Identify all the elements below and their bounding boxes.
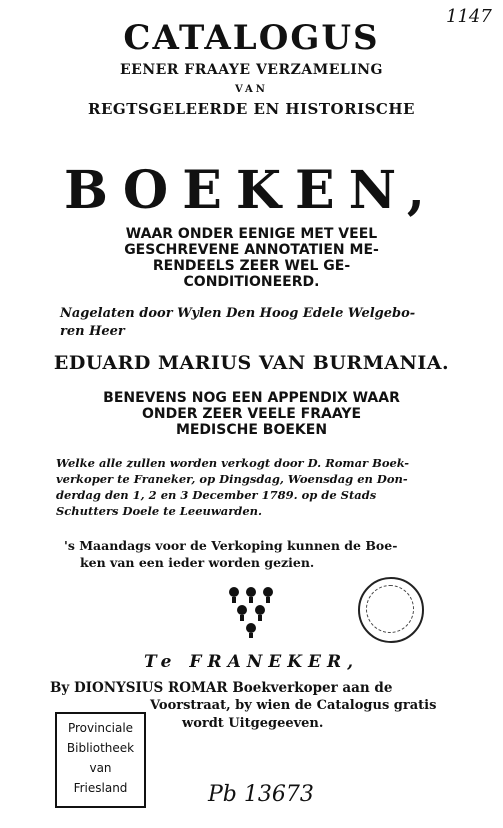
printer-line: By DIONYSIUS ROMAR Boekverkoper aan de <box>50 680 393 696</box>
place-of-publication: Te FRANEKER, <box>143 652 360 672</box>
catalog-title: CATALOGUS <box>123 18 380 58</box>
sale-line: Welke alle zullen worden verkogt door D. Romar Boek- <box>56 456 410 470</box>
appendix-line: BENEVENS NOG EEN APPENDIX WAAR <box>103 390 400 406</box>
description-line: WAAR ONDER EENIGE MET VEEL <box>125 226 378 242</box>
library-label-line: Provinciale <box>67 721 134 735</box>
main-heading: BOEKEN, <box>64 160 439 221</box>
library-label <box>55 712 146 808</box>
library-stamp-inner-ring <box>366 585 414 633</box>
owner-line: Nagelaten door Wylen Den Hoog Edele Welgebo- <box>60 306 416 321</box>
description-line: RENDEELS ZEER WEL GE- <box>152 258 351 274</box>
printers-ornament-icon <box>226 584 276 638</box>
owner-name: EDUARD MARIUS VAN BURMANIA. <box>53 352 450 374</box>
sale-line: derdag den 1, 2 en 3 December 1789. op de Stads <box>56 488 377 502</box>
printer-line: wordt Uitgegeeven. <box>182 716 324 731</box>
description-line: GESCHREVENE ANNOTATIEN ME- <box>124 242 379 258</box>
library-label-line: Bibliotheek <box>66 741 135 755</box>
library-label-line: van <box>89 761 112 775</box>
appendix-line: ONDER ZEER VEELE FRAAYE <box>141 406 362 422</box>
appendix-line: MEDISCHE BOEKEN <box>175 422 328 438</box>
description-line: CONDITIONEERD. <box>183 274 320 290</box>
handwritten-number: 1147 <box>446 6 492 27</box>
owner-line: ren Heer <box>60 324 125 339</box>
printer-line: Voorstraat, by wien de Catalogus gratis <box>150 698 437 713</box>
subtitle-line-3: REGTSGELEERDE EN HISTORISCHE <box>88 100 415 118</box>
subtitle-line-2: VAN <box>235 84 268 95</box>
viewing-line: 's Maandags voor de Verkoping kunnen de Boe- <box>64 538 398 553</box>
sale-line: verkoper te Franeker, op Dingsdag, Woensdag en Don- <box>56 472 408 486</box>
subtitle-line-1: EENER FRAAYE VERZAMELING <box>119 62 384 78</box>
viewing-line: ken van een ieder worden gezien. <box>80 555 315 570</box>
handwritten-shelfmark: Pb 13673 <box>208 782 314 807</box>
library-label-line: Friesland <box>73 781 128 795</box>
sale-line: Schutters Doele te Leeuwarden. <box>56 504 263 518</box>
